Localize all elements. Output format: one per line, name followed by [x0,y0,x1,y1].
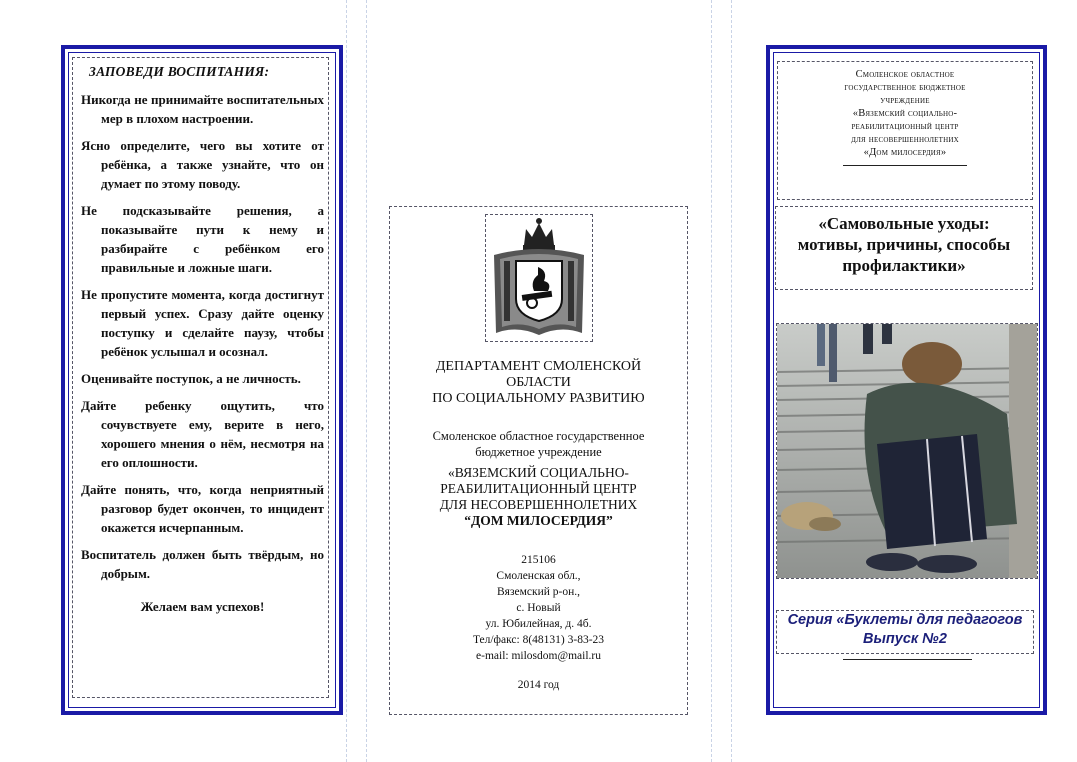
issue-number: Выпуск №2 [863,631,947,647]
address-line: с. Новый [516,602,561,614]
address-block [400,552,677,664]
text-line: «Дом милосердия» [863,147,947,158]
list-item: Дайте понять, что, когда неприятный разговор будет окончен, то инцидент окажется исчерпанным. [81,482,324,535]
sad-boy-photo-icon [777,324,1037,578]
commandments-list [81,90,324,583]
list-item: Не подсказывайте решения, а показывайте пути к нему и разбирайте с ребёнком его правильные и ложные шаги. [81,203,324,275]
commandments-title: ЗАПОВЕДИ ВОСПИТАНИЯ: [89,64,270,79]
fold-guide [346,0,347,762]
phone-fax: Тел/факс: 8(48131) 3-83-23 [472,634,605,646]
list-item: Никогда не принимайте воспитательных мер в плохом настроении. [81,92,324,126]
commandments-box [72,57,329,698]
text-line: Смоленское областное государственное [432,429,645,443]
text-line: ОБЛАСТИ [506,375,571,390]
coat-of-arms-icon [485,214,593,342]
list-item: Ясно определите, чего вы хотите от ребёнка, а также узнайте, что он думает по этому поводу. [81,138,324,191]
title-line: мотивы, причины, способы [797,235,1011,254]
text-line: ДЕПАРТАМЕНТ СМОЛЕНСКОЙ [435,359,642,374]
smolensk-emblem-icon [486,215,592,341]
year: 2014 год [517,679,560,691]
series-label [776,610,1034,654]
fold-guide [731,0,732,762]
organization-header [777,61,1033,200]
department-name [400,359,677,407]
list-item: Воспитатель должен быть твёрдым, но добрым. [81,547,324,581]
center-name [400,465,677,529]
email-address: e-mail: milosdom@mail.ru [476,650,601,662]
text-line: государственное бюджетное [844,82,966,93]
fold-guide [366,0,367,762]
text-line: ДЛЯ НЕСОВЕРШЕННОЛЕТНИХ [439,497,638,512]
text-line: ПО СОЦИАЛЬНОМУ РАЗВИТИЮ [432,391,645,406]
booklet-title [775,206,1033,290]
list-item: Оценивайте поступок, а не личность. [81,371,301,386]
text-line: для несовершеннолетних [851,134,959,145]
text-line: РЕАБИЛИТАЦИОННЫЙ ЦЕНТР [440,481,637,496]
closing-wish: Желаем вам успехов! [140,599,265,614]
divider [843,659,972,660]
institution-type [398,428,679,460]
text-line: «ВЯЗЕМСКИЙ СОЦИАЛЬНО- [448,465,629,480]
fold-guide [711,0,712,762]
text-line: бюджетное учреждение [475,445,602,459]
postal-code: 215106 [521,554,556,566]
text-line: «Вяземский социально- [852,108,958,119]
title-line: «Самовольные уходы: [818,214,990,233]
text-line: учреждение [880,95,930,106]
title-line: профилактики» [842,256,966,275]
contacts-panel [389,206,688,715]
list-item: Дайте ребенку ощутить, что сочувствуете ему, верите в него, хорошего мнения о нём, несмотря на его оплошности. [81,398,324,470]
text-line: Смоленское областное [855,69,955,80]
address-line: Смоленская обл., [496,570,581,582]
text-line: реабилитационный центр [851,121,959,132]
text-line: “ДОМ МИЛОСЕРДИЯ” [464,513,613,528]
divider [843,165,967,166]
cover-photo [776,323,1038,579]
list-item: Не пропустите момента, когда достигнут первый успех. Сразу дайте оценку поступку и сделайте паузу, чтобы ребёнок услышал и осознал. [81,287,324,359]
address-line: ул. Юбилейная, д. 4б. [485,618,592,630]
series-name: Серия «Буклеты для педагогов [787,612,1023,628]
address-line: Вяземский р-он., [497,586,580,598]
